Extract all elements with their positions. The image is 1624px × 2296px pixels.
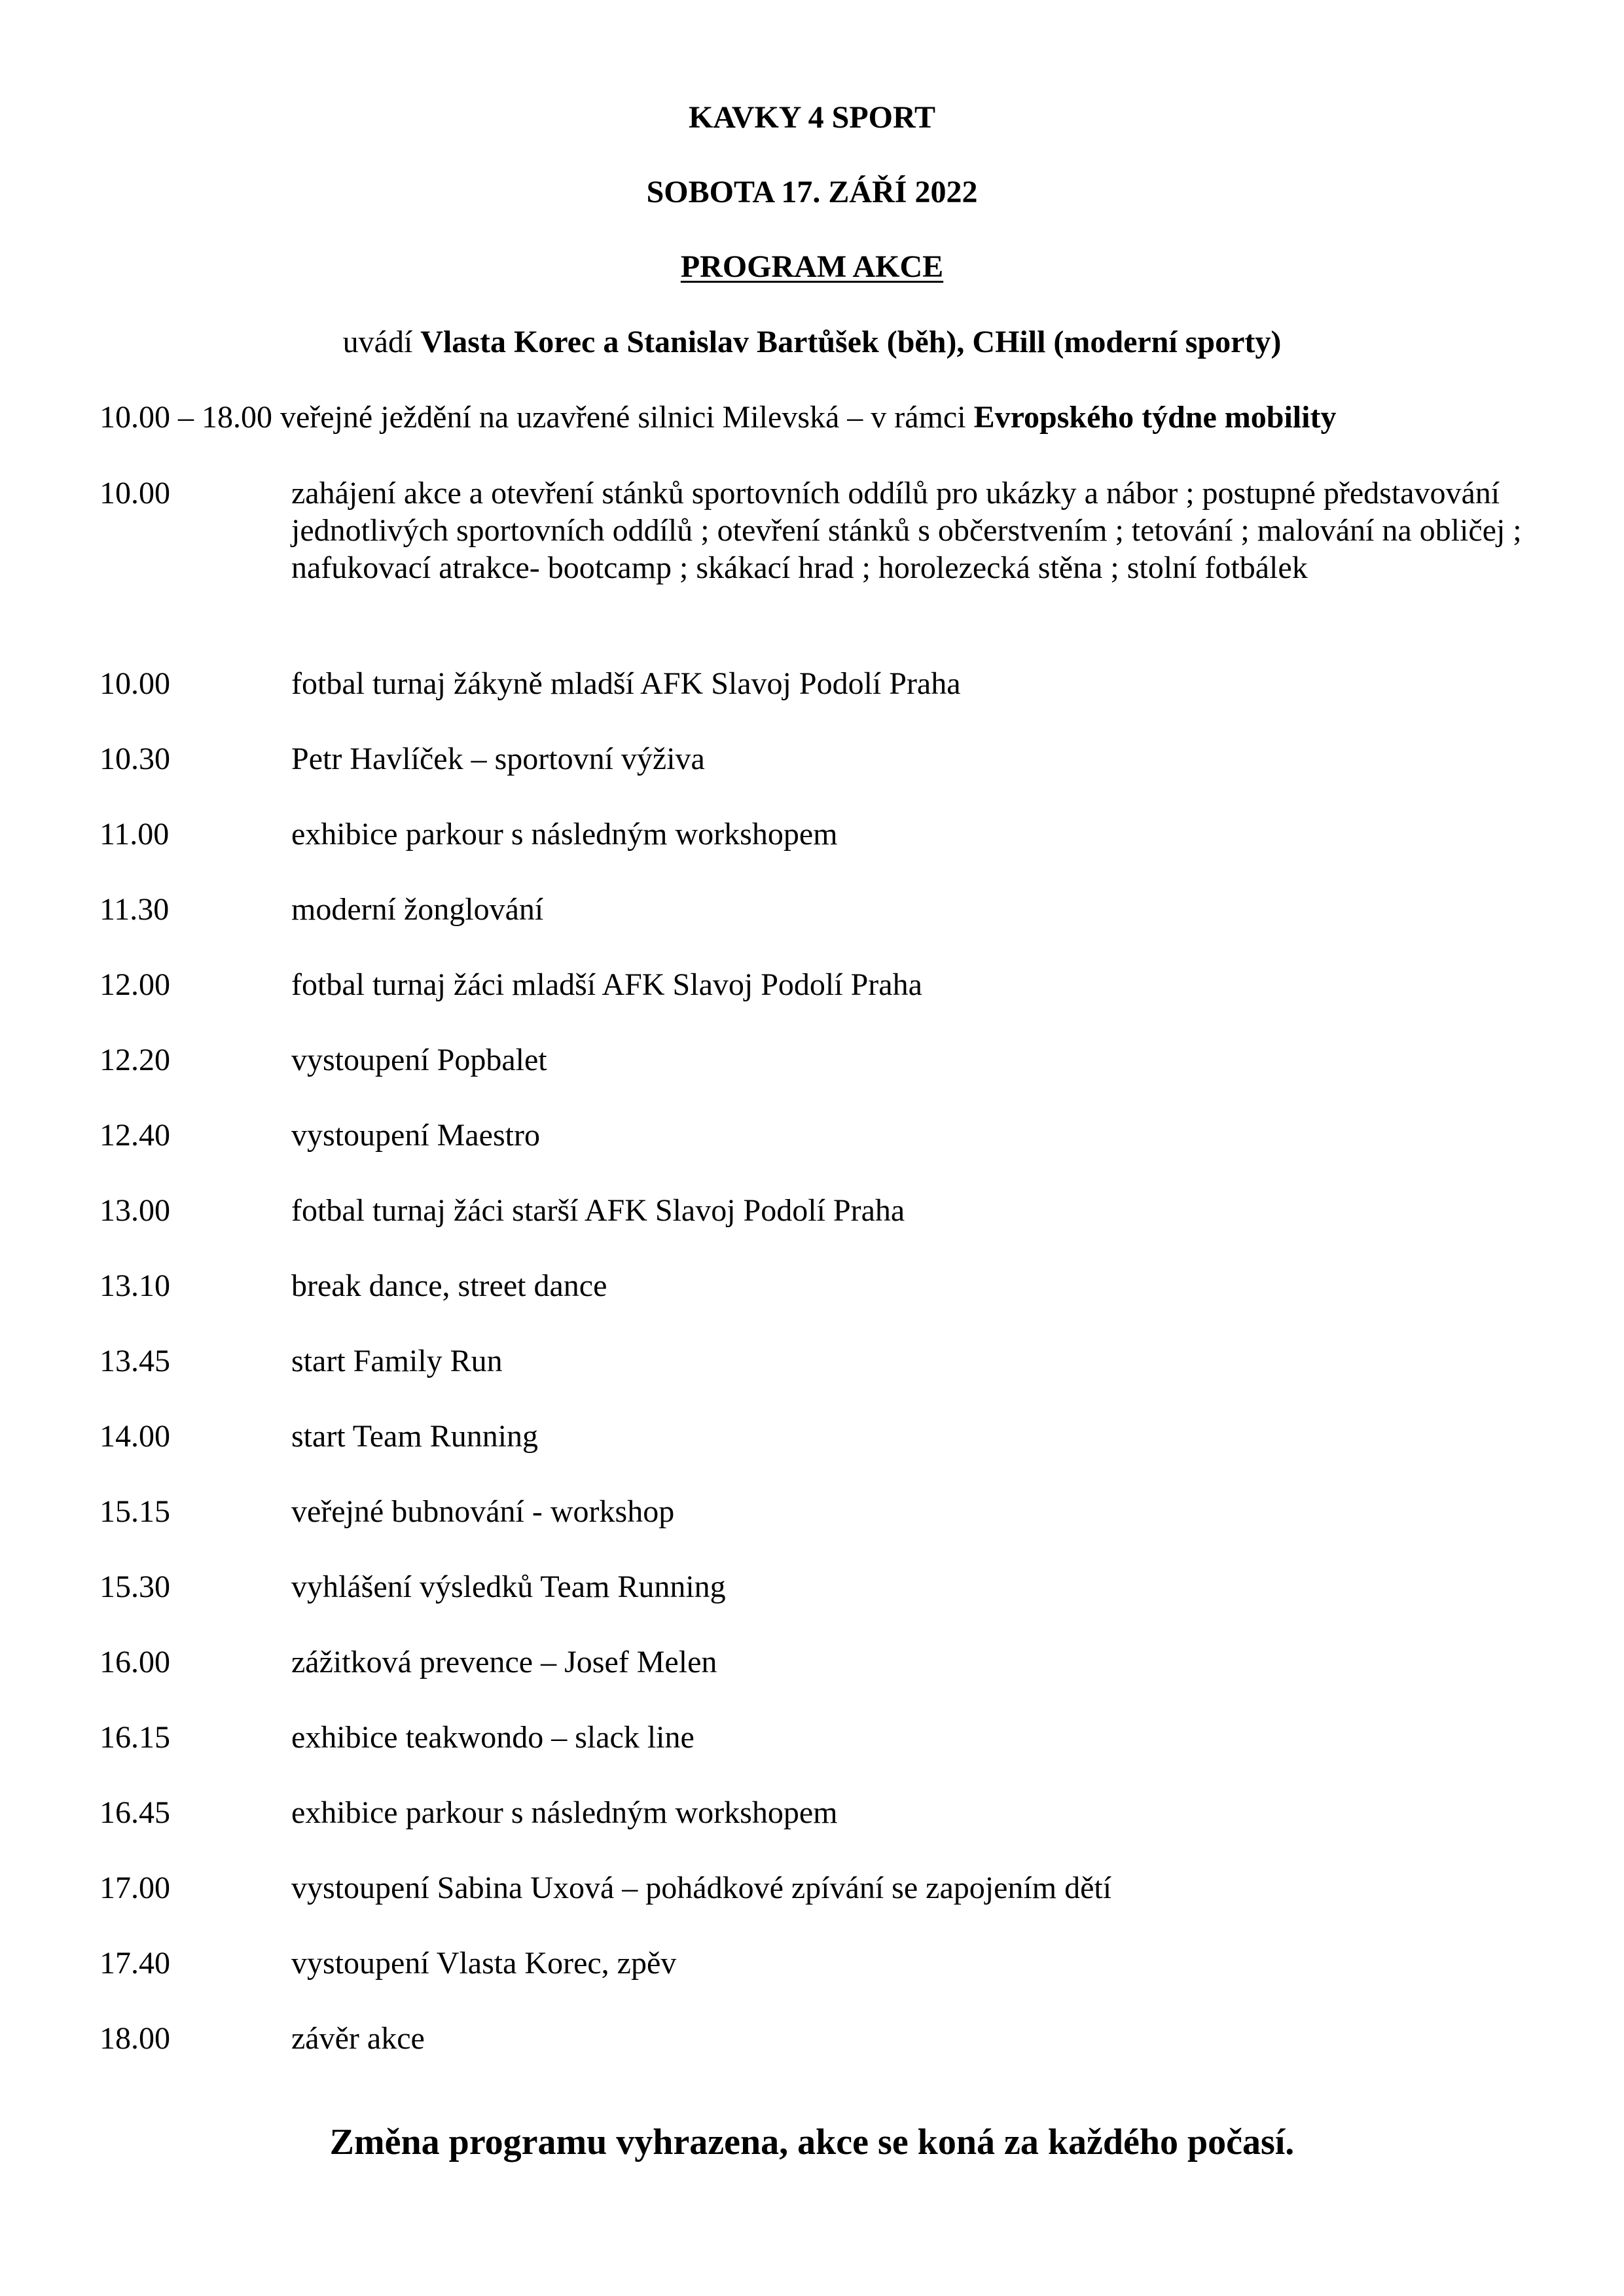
program-heading-text: PROGRAM AKCE xyxy=(680,249,944,284)
schedule-time: 12.40 xyxy=(99,1118,170,1153)
schedule-description: vyhlášení výsledků Team Running xyxy=(291,1570,726,1604)
schedule-description: moderní žonglování xyxy=(291,892,544,927)
footer-note: Změna programu vyhrazena, akce se koná za každého počasí. xyxy=(329,2122,1295,2162)
schedule-description: fotbal turnaj žáci mladší AFK Slavoj Podolí Praha xyxy=(291,967,922,1002)
schedule-description: fotbal turnaj žákyně mladší AFK Slavoj Podolí Praha xyxy=(291,666,961,701)
schedule-time: 18.00 xyxy=(99,2021,170,2056)
schedule-description: break dance, street dance xyxy=(291,1268,607,1303)
schedule-time: 16.45 xyxy=(99,1795,170,1830)
schedule-description: vystoupení Sabina Uxová – pohádkové zpívání se zapojením dětí xyxy=(291,1871,1112,1905)
schedule-description: fotbal turnaj žáci starší AFK Slavoj Podolí Praha xyxy=(291,1193,905,1228)
schedule-time: 12.00 xyxy=(99,967,170,1002)
intro-line xyxy=(99,398,1336,437)
schedule-time: 11.00 xyxy=(99,817,170,852)
hosts-line xyxy=(0,323,1624,362)
event-title: KAVKY 4 SPORT xyxy=(688,100,936,135)
program-heading xyxy=(0,247,1624,287)
schedule-description: závěr akce xyxy=(291,2021,425,2056)
schedule-time: 14.00 xyxy=(99,1419,170,1454)
schedule-description: zážitková prevence – Josef Melen xyxy=(291,1645,717,1679)
intro-text: 10.00 – 18.00 veřejné ježdění na uzavřené silnici Milevská – v rámci xyxy=(99,400,974,435)
schedule-description: veřejné bubnování - workshop xyxy=(291,1494,675,1529)
schedule-time: 13.45 xyxy=(99,1344,170,1378)
schedule-time: 11.30 xyxy=(99,892,170,927)
schedule-time: 13.00 xyxy=(99,1193,170,1228)
schedule-description: start Team Running xyxy=(291,1419,539,1454)
schedule-description: Petr Havlíček – sportovní výživa xyxy=(291,742,705,776)
schedule-time: 12.20 xyxy=(99,1043,170,1077)
schedule-description: exhibice teakwondo – slack line xyxy=(291,1720,695,1755)
hosts-names: Vlasta Korec a Stanislav Bartůšek (běh), CHill (moderní sporty) xyxy=(420,325,1282,359)
schedule-time: 16.00 xyxy=(99,1645,170,1679)
schedule-time: 17.00 xyxy=(99,1871,170,1905)
schedule-description: vystoupení Popbalet xyxy=(291,1043,547,1077)
intro-bold: Evropského týdne mobility xyxy=(973,400,1337,435)
schedule-description: exhibice parkour s následným workshopem xyxy=(291,1795,838,1830)
schedule-description: start Family Run xyxy=(291,1344,503,1378)
schedule-time: 10.00 xyxy=(99,476,170,511)
schedule-time: 15.30 xyxy=(99,1570,170,1604)
schedule-description: vystoupení Vlasta Korec, zpěv xyxy=(291,1946,677,1981)
schedule-time: 16.15 xyxy=(99,1720,170,1755)
schedule-description: vystoupení Maestro xyxy=(291,1118,540,1153)
schedule-description: zahájení akce a otevření stánků sportovních oddílů pro ukázky a nábor ; postupné představování jednotlivých sportovních oddílů ; otevření stánků s občerstvením ; tetování ; malování na obličej ; nafukovací atrakce- bootcamp ; skákací hrad ; horolezecká stěna ; stolní fotbálek xyxy=(291,476,1522,585)
schedule-time: 10.30 xyxy=(99,742,170,776)
schedule-time: 10.00 xyxy=(99,666,170,701)
schedule-time: 17.40 xyxy=(99,1946,170,1981)
hosts-prefix: uvádí xyxy=(342,325,421,359)
schedule-time: 13.10 xyxy=(99,1268,170,1303)
schedule-time: 15.15 xyxy=(99,1494,170,1529)
schedule-description: exhibice parkour s následným workshopem xyxy=(291,817,838,852)
event-date: SOBOTA 17. ZÁŘÍ 2022 xyxy=(646,175,978,209)
